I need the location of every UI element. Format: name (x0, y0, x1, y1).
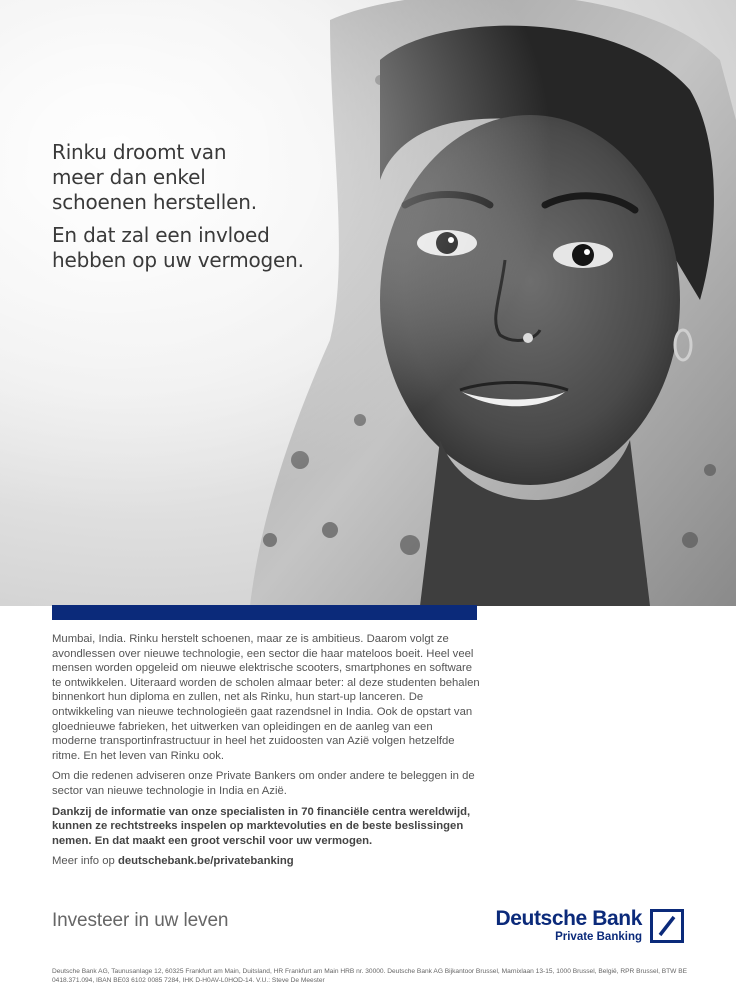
more-info-prefix: Meer info op (52, 855, 118, 868)
body-paragraph-2: Om die redenen adviseren onze Private Bankers om onder andere te beleggen in de sector van nieuwe technologie in India en Azië. (52, 770, 475, 797)
brand-name: Deutsche Bank (495, 907, 642, 930)
headline (52, 140, 352, 273)
headline-line-2: meer dan enkel (52, 165, 206, 189)
brand-subtitle: Private Banking (555, 931, 642, 943)
slogan: Investeer in uw leven (52, 910, 229, 931)
body-paragraph-1: Mumbai, India. Rinku herstelt schoenen, maar ze is ambitieus. Daarom volgt ze avondlessen over nieuwe technologie, een sector die haar mateloos boeit. Heel veel mensen worden opgeleid om nieuwe elektrische scooters, smartphones en software te ontwikkelen. Uiteraard worden de scholen almaar beter: al deze studenten behalen binnenkort hun diploma en zullen, net als Rinku, hun start-up lanceren. De ontwikkeling van nieuwe technologieën gaat razendsnel in India. Ook de opstart van gloednieuwe fabrieken, het uitwerken van opleidingen en de aanleg van een moderne transportinfrastructuur in heel het zuidoosten van Azië volgen hetzelfde ritme. En het leven van Rinku ook. (52, 633, 480, 762)
body-copy (52, 632, 480, 875)
brand-text (495, 908, 642, 944)
brand-block (495, 908, 684, 944)
deutsche-bank-logo-icon (650, 909, 684, 943)
more-info (52, 854, 480, 869)
headline-line-3: schoenen herstellen. (52, 190, 257, 214)
body-paragraph-3: Dankzij de informatie van onze specialisten in 70 financiële centra wereldwijd, kunnen ze rechtstreeks inspelen op marktevoluties en de beste beslissingen nemen. En dat maakt een groot verschil voor uw vermogen. (52, 805, 471, 847)
more-info-link[interactable]: deutschebank.be/privatebanking (117, 855, 294, 868)
headline-line-1: Rinku droomt van (52, 140, 227, 164)
headline-line-4: En dat zal een invloed (52, 223, 270, 247)
legal-footer: Deutsche Bank AG, Taunusanlage 12, 60325 Frankfurt am Main, Duitsland, HR Frankfurt am Main HRB nr. 30000. Deutsche Bank AG Bijkantoor Brussel, Marnixlaan 13-15, 1000 Brussel, België, RPR Brussel, BTW BE 0418.371.094, IBAN BE03 6102 0085 7284, IHK D-H0AV-L0HOD-14. V.U.: Steve De Meester (52, 968, 688, 984)
accent-bar (52, 605, 477, 620)
headline-line-5: hebben op uw vermogen. (52, 248, 304, 272)
